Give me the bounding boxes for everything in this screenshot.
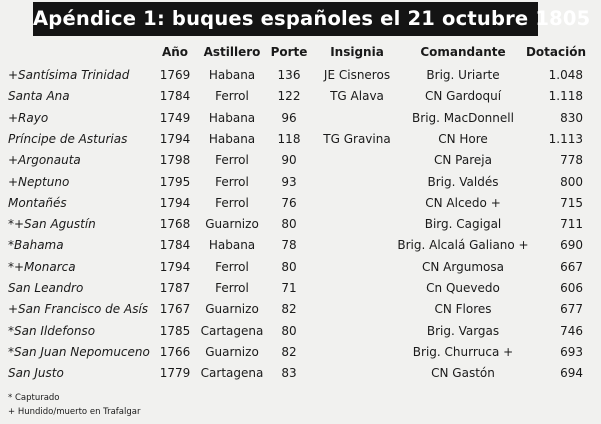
cell-anio: 1794 — [159, 259, 191, 274]
cell-comandante: CN Alcedo + — [425, 195, 501, 210]
header-porte: Porte — [270, 45, 308, 59]
cell-anio: 1766 — [159, 344, 191, 359]
cell-anio: 1767 — [159, 302, 191, 317]
cell-astillero: Guarnizo — [205, 302, 259, 317]
cell-astillero: Habana — [208, 110, 256, 125]
cell-anio: 1798 — [159, 153, 191, 168]
cell-comandante: CN Hore — [438, 131, 488, 146]
cell-buque: *San Ildefonso — [8, 323, 96, 338]
cell-astillero: Ferrol — [215, 281, 249, 295]
cell-anio: 1794 — [159, 195, 191, 210]
cell-anio: 1787 — [159, 281, 191, 295]
note-captured: * Capturado — [8, 393, 60, 403]
cell-buque: +Argonauta — [8, 153, 81, 168]
header-anio: Año — [161, 45, 189, 59]
cell-buque: Montañés — [8, 195, 67, 210]
cell-buque: Príncipe de Asturias — [8, 131, 128, 146]
cell-comandante: CN Gardoquí — [424, 89, 502, 104]
cell-buque: San Justo — [8, 366, 64, 381]
cell-comandante: Brig. Churruca + — [412, 344, 514, 359]
cell-buque: +Santísima Trinidad — [8, 68, 130, 82]
cell-astillero: Ferrol — [215, 259, 249, 274]
cell-astillero: Cartagena — [200, 366, 264, 381]
cell-porte: 90 — [281, 153, 297, 168]
cell-buque: *Bahama — [8, 238, 64, 253]
cell-astillero: Guarnizo — [205, 344, 259, 359]
cell-porte: 96 — [281, 110, 297, 125]
cell-porte: 82 — [281, 344, 297, 359]
cell-anio: 1784 — [159, 89, 191, 104]
cell-anio: 1768 — [159, 217, 191, 232]
cell-astillero: Ferrol — [215, 174, 249, 189]
cell-dotacion: 715 — [560, 195, 583, 210]
header-comandante: Comandante — [420, 45, 506, 59]
cell-comandante: Brig. Vargas — [426, 323, 500, 338]
cell-porte: 71 — [281, 281, 297, 295]
cell-buque: +Rayo — [8, 110, 49, 125]
header-dotacion: Dotación — [525, 45, 586, 59]
cell-porte: 83 — [281, 366, 297, 381]
page-title: Apéndice 1: buques españoles el 21 octubre 1805 — [33, 2, 538, 36]
cell-anio: 1784 — [159, 238, 191, 253]
cell-porte: 122 — [277, 89, 301, 104]
cell-comandante: CN Pareja — [434, 153, 492, 168]
cell-astillero: Habana — [208, 238, 256, 253]
cell-anio: 1795 — [159, 174, 191, 189]
cell-buque: *+Monarca — [8, 259, 76, 274]
cell-dotacion: 690 — [560, 238, 583, 253]
cell-insignia: TG Alava — [330, 89, 384, 104]
cell-buque: *San Juan Nepomuceno — [8, 344, 150, 359]
cell-anio: 1785 — [159, 323, 191, 338]
cell-astillero: Ferrol — [215, 195, 249, 210]
cell-porte: 80 — [281, 259, 297, 274]
note-sunk: + Hundido/muerto en Trafalgar — [8, 407, 141, 417]
cell-dotacion: 693 — [560, 344, 583, 359]
cell-comandante: Brig. Uriarte — [426, 68, 500, 82]
cell-buque: +Neptuno — [8, 174, 70, 189]
cell-buque: +San Francisco de Asís — [8, 302, 149, 317]
cell-dotacion: 746 — [560, 323, 583, 338]
cell-comandante: CN Flores — [434, 302, 492, 317]
header-astillero: Astillero — [203, 45, 261, 59]
cell-dotacion: 667 — [560, 259, 583, 274]
cell-astillero: Guarnizo — [205, 217, 259, 232]
cell-dotacion: 1.048 — [548, 68, 583, 82]
cell-dotacion: 694 — [560, 366, 583, 381]
cell-buque: Santa Ana — [8, 89, 70, 104]
cell-dotacion: 677 — [560, 302, 583, 317]
cell-astillero: Ferrol — [215, 153, 249, 168]
cell-comandante: Brig. Alcalá Galiano + — [397, 238, 529, 253]
cell-insignia: TG Gravina — [323, 131, 391, 146]
cell-dotacion: 606 — [560, 281, 583, 295]
cell-dotacion: 778 — [560, 153, 583, 168]
cell-comandante: Cn Quevedo — [426, 281, 500, 295]
cell-anio: 1794 — [159, 131, 191, 146]
cell-dotacion: 800 — [560, 174, 583, 189]
cell-porte: 76 — [281, 195, 297, 210]
cell-astillero: Habana — [208, 68, 256, 82]
cell-anio: 1769 — [159, 68, 191, 82]
cell-astillero: Habana — [208, 131, 256, 146]
cell-astillero: Ferrol — [215, 89, 249, 104]
cell-porte: 118 — [277, 131, 301, 146]
header-insignia: Insignia — [330, 45, 384, 59]
cell-dotacion: 1.113 — [548, 131, 583, 146]
cell-porte: 80 — [281, 323, 297, 338]
cell-anio: 1749 — [159, 110, 191, 125]
cell-porte: 78 — [281, 238, 297, 253]
cell-comandante: Birg. Cagigal — [424, 217, 502, 232]
cell-comandante: Brig. Valdés — [427, 174, 499, 189]
cell-anio: 1779 — [159, 366, 191, 381]
cell-porte: 93 — [281, 174, 297, 189]
cell-buque: San Leandro — [8, 281, 84, 295]
cell-porte: 80 — [281, 217, 297, 232]
cell-porte: 82 — [281, 302, 297, 317]
cell-insignia: JE Cisneros — [323, 68, 391, 82]
cell-porte: 136 — [277, 68, 301, 82]
cell-comandante: Brig. MacDonnell — [412, 110, 514, 125]
cell-comandante: CN Gastón — [431, 366, 495, 381]
cell-dotacion: 1.118 — [548, 89, 583, 104]
cell-comandante: CN Argumosa — [422, 259, 504, 274]
cell-buque: *+San Agustín — [8, 217, 96, 232]
cell-dotacion: 830 — [560, 110, 583, 125]
cell-dotacion: 711 — [560, 217, 583, 232]
cell-astillero: Cartagena — [200, 323, 264, 338]
